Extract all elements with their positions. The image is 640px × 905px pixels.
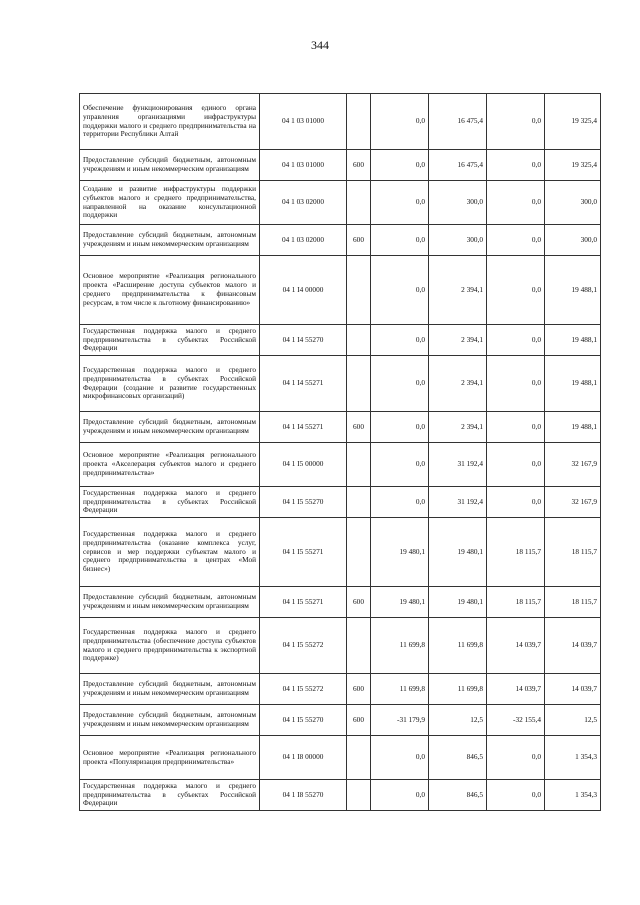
row-expense-type	[347, 736, 371, 780]
row-code: 04 1 I4 55270	[260, 325, 347, 356]
table-row	[80, 780, 601, 811]
row-value-2: 11 699,8	[429, 674, 487, 705]
row-value-1: 0,0	[371, 736, 429, 780]
row-value-1: 0,0	[371, 780, 429, 811]
row-name: Основное мероприятие «Реализация регионального проекта «Расширение доступа субъектов малого и среднего предпринимательства к финансовым ресурсам, в том числе к льготному финансированию»	[80, 256, 260, 325]
row-value-1: 0,0	[371, 150, 429, 181]
row-value-3: 14 039,7	[487, 618, 545, 674]
row-name: Создание и развитие инфраструктуры поддержки субъектов малого и среднего предпринимательства, направленной на оказание консультационной поддержки	[80, 181, 260, 225]
row-value-2: 846,5	[429, 780, 487, 811]
row-expense-type	[347, 325, 371, 356]
row-value-2: 31 192,4	[429, 443, 487, 487]
row-code: 04 1 I5 55270	[260, 705, 347, 736]
row-value-1: -31 179,9	[371, 705, 429, 736]
row-value-4: 19 488,1	[545, 256, 601, 325]
row-value-1: 0,0	[371, 412, 429, 443]
row-expense-type	[347, 256, 371, 325]
row-value-3: 14 039,7	[487, 674, 545, 705]
table-row	[80, 325, 601, 356]
row-name: Государственная поддержка малого и среднего предпринимательства в субъектах Российской Федерации	[80, 325, 260, 356]
row-code: 04 1 I5 00000	[260, 443, 347, 487]
row-code: 04 1 I8 00000	[260, 736, 347, 780]
row-value-4: 18 115,7	[545, 518, 601, 587]
row-expense-type: 600	[347, 587, 371, 618]
row-name: Основное мероприятие «Реализация регионального проекта «Популяризация предпринимательства»	[80, 736, 260, 780]
row-expense-type	[347, 487, 371, 518]
row-value-1: 0,0	[371, 94, 429, 150]
row-expense-type: 600	[347, 674, 371, 705]
row-value-1: 11 699,8	[371, 674, 429, 705]
table-row	[80, 412, 601, 443]
row-value-1: 0,0	[371, 443, 429, 487]
row-code: 04 1 I5 55272	[260, 618, 347, 674]
row-code: 04 1 03 01000	[260, 94, 347, 150]
row-code: 04 1 I5 55271	[260, 587, 347, 618]
row-value-4: 19 488,1	[545, 325, 601, 356]
row-name: Основное мероприятие «Реализация регионального проекта «Акселерация субъектов малого и среднего предпринимательства»	[80, 443, 260, 487]
row-expense-type	[347, 94, 371, 150]
row-name: Предоставление субсидий бюджетным, автономным учреждениям и иным некоммерческим организациям	[80, 412, 260, 443]
row-expense-type	[347, 443, 371, 487]
row-value-2: 2 394,1	[429, 256, 487, 325]
row-name: Государственная поддержка малого и среднего предпринимательства в субъектах Российской Федерации (создание и развитие государственных микрофинансовых организаций)	[80, 356, 260, 412]
row-expense-type	[347, 356, 371, 412]
row-name: Обеспечение функционирования единого органа управления организациями инфраструктуры поддержки малого и среднего предпринимательства на территории Республики Алтай	[80, 94, 260, 150]
row-name: Государственная поддержка малого и среднего предпринимательства в субъектах Российской Федерации	[80, 487, 260, 518]
table-row	[80, 150, 601, 181]
row-value-3: 0,0	[487, 736, 545, 780]
row-value-2: 16 475,4	[429, 94, 487, 150]
row-value-2: 31 192,4	[429, 487, 487, 518]
row-code: 04 1 I4 55271	[260, 412, 347, 443]
page-number: 344	[311, 38, 329, 52]
table-row	[80, 618, 601, 674]
row-value-4: 19 488,1	[545, 412, 601, 443]
row-value-2: 11 699,8	[429, 618, 487, 674]
row-value-3: 0,0	[487, 256, 545, 325]
row-code: 04 1 I4 55271	[260, 356, 347, 412]
row-code: 04 1 03 01000	[260, 150, 347, 181]
row-expense-type: 600	[347, 412, 371, 443]
row-expense-type	[347, 181, 371, 225]
row-expense-type: 600	[347, 705, 371, 736]
row-name: Предоставление субсидий бюджетным, автономным учреждениям и иным некоммерческим организациям	[80, 674, 260, 705]
row-value-3: -32 155,4	[487, 705, 545, 736]
row-expense-type	[347, 780, 371, 811]
row-value-2: 19 480,1	[429, 587, 487, 618]
row-name: Предоставление субсидий бюджетным, автономным учреждениям и иным некоммерческим организациям	[80, 705, 260, 736]
row-value-2: 300,0	[429, 181, 487, 225]
row-value-4: 19 488,1	[545, 356, 601, 412]
table-row	[80, 487, 601, 518]
row-code: 04 1 I4 00000	[260, 256, 347, 325]
row-expense-type	[347, 518, 371, 587]
row-value-4: 1 354,3	[545, 736, 601, 780]
table-row	[80, 518, 601, 587]
row-expense-type: 600	[347, 225, 371, 256]
row-value-2: 16 475,4	[429, 150, 487, 181]
row-value-4: 18 115,7	[545, 587, 601, 618]
row-value-1: 0,0	[371, 225, 429, 256]
row-value-4: 32 167,9	[545, 487, 601, 518]
row-code: 04 1 03 02000	[260, 181, 347, 225]
row-value-1: 0,0	[371, 356, 429, 412]
row-value-2: 846,5	[429, 736, 487, 780]
row-value-2: 300,0	[429, 225, 487, 256]
row-value-2: 19 480,1	[429, 518, 487, 587]
table-row	[80, 94, 601, 150]
row-code: 04 1 I5 55271	[260, 518, 347, 587]
row-name: Предоставление субсидий бюджетным, автономным учреждениям и иным некоммерческим организациям	[80, 587, 260, 618]
row-name: Государственная поддержка малого и среднего предпринимательства в субъектах Российской Федерации	[80, 780, 260, 811]
row-value-4: 19 325,4	[545, 94, 601, 150]
row-value-4: 300,0	[545, 181, 601, 225]
table-row	[80, 443, 601, 487]
row-code: 04 1 I8 55270	[260, 780, 347, 811]
table-row	[80, 587, 601, 618]
row-name: Государственная поддержка малого и среднего предпринимательства (оказание комплекса услуг, сервисов и мер поддержки субъектам малого и среднего предпринимательства в центрах «Мой бизнес»)	[80, 518, 260, 587]
row-code: 04 1 I5 55270	[260, 487, 347, 518]
row-value-3: 0,0	[487, 150, 545, 181]
row-value-3: 0,0	[487, 412, 545, 443]
row-value-3: 18 115,7	[487, 587, 545, 618]
row-value-2: 2 394,1	[429, 412, 487, 443]
row-value-1: 0,0	[371, 256, 429, 325]
row-value-3: 0,0	[487, 356, 545, 412]
row-value-4: 19 325,4	[545, 150, 601, 181]
row-value-4: 300,0	[545, 225, 601, 256]
row-value-4: 14 039,7	[545, 618, 601, 674]
table-row	[80, 674, 601, 705]
table-row	[80, 705, 601, 736]
row-value-4: 32 167,9	[545, 443, 601, 487]
row-value-3: 0,0	[487, 325, 545, 356]
row-name: Предоставление субсидий бюджетным, автономным учреждениям и иным некоммерческим организациям	[80, 150, 260, 181]
row-value-3: 0,0	[487, 94, 545, 150]
table-row	[80, 256, 601, 325]
row-value-3: 0,0	[487, 181, 545, 225]
row-value-1: 0,0	[371, 325, 429, 356]
row-value-1: 0,0	[371, 487, 429, 518]
row-value-4: 14 039,7	[545, 674, 601, 705]
row-value-1: 19 480,1	[371, 587, 429, 618]
table-row	[80, 225, 601, 256]
row-value-1: 0,0	[371, 181, 429, 225]
budget-table	[79, 93, 601, 811]
row-value-4: 1 354,3	[545, 780, 601, 811]
row-code: 04 1 03 02000	[260, 225, 347, 256]
row-name: Предоставление субсидий бюджетным, автономным учреждениям и иным некоммерческим организациям	[80, 225, 260, 256]
row-value-2: 2 394,1	[429, 325, 487, 356]
row-value-4: 12,5	[545, 705, 601, 736]
row-value-3: 0,0	[487, 225, 545, 256]
table-row	[80, 356, 601, 412]
table-row	[80, 181, 601, 225]
row-name: Государственная поддержка малого и среднего предпринимательства (обеспечение доступа субъектов малого и среднего предпринимательства к экспортной поддержке)	[80, 618, 260, 674]
row-value-2: 12,5	[429, 705, 487, 736]
row-expense-type: 600	[347, 150, 371, 181]
row-value-3: 18 115,7	[487, 518, 545, 587]
row-value-1: 11 699,8	[371, 618, 429, 674]
row-value-3: 0,0	[487, 443, 545, 487]
row-code: 04 1 I5 55272	[260, 674, 347, 705]
table-row	[80, 736, 601, 780]
row-value-3: 0,0	[487, 780, 545, 811]
row-value-3: 0,0	[487, 487, 545, 518]
row-value-1: 19 480,1	[371, 518, 429, 587]
row-value-2: 2 394,1	[429, 356, 487, 412]
row-expense-type	[347, 618, 371, 674]
